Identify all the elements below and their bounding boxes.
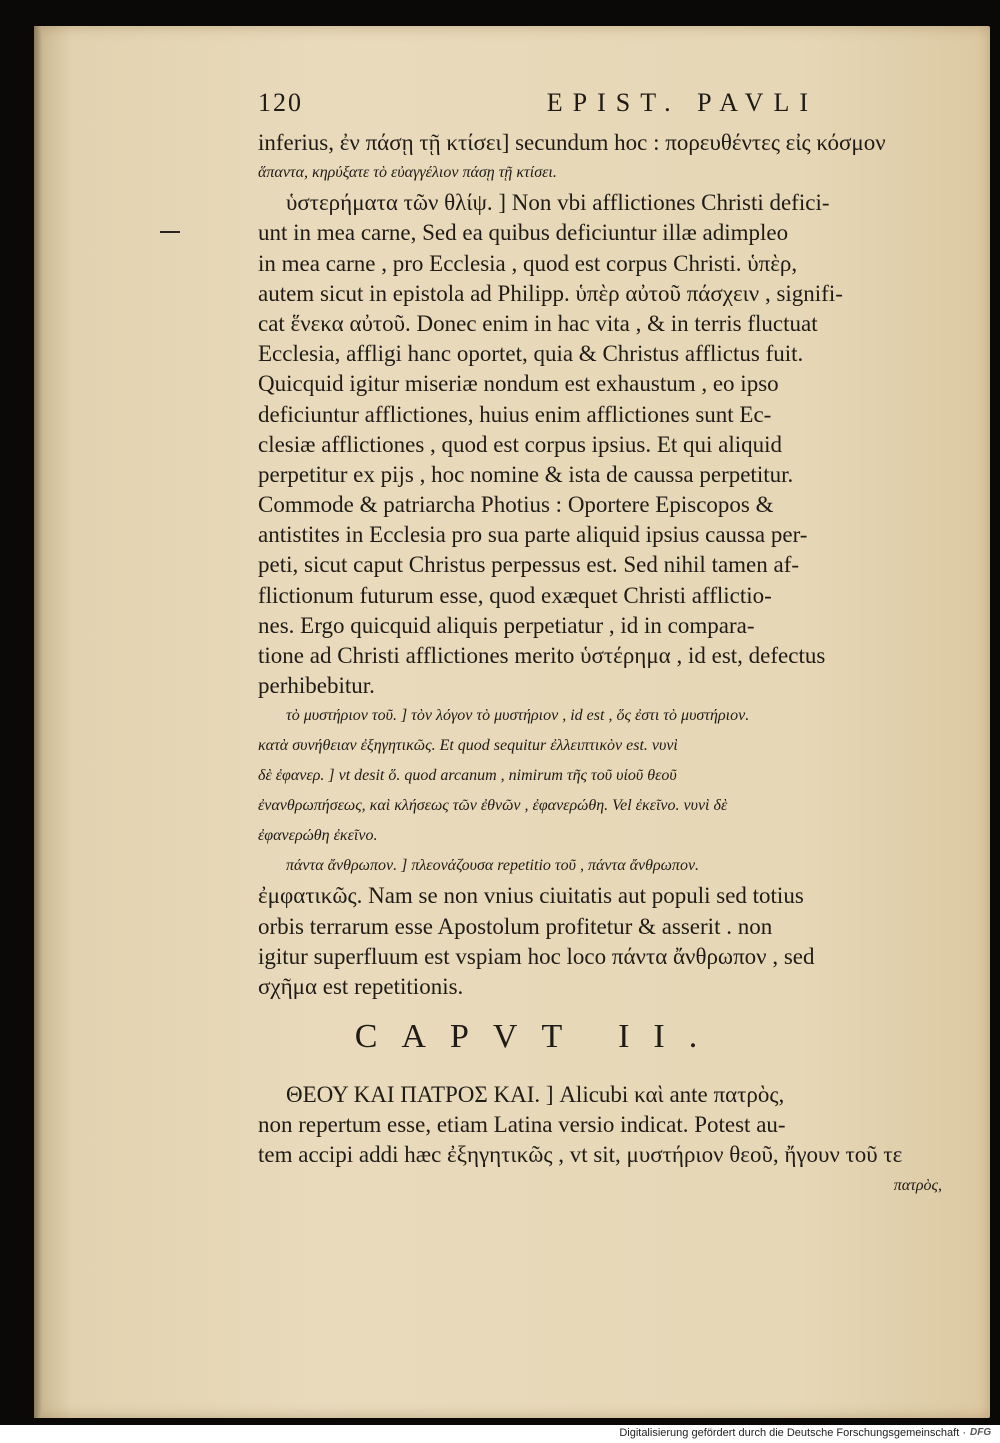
text-line: perpetitur ex pijs , hoc nomine & ista de caussa perpetitur. [258, 461, 794, 487]
text-line: tem accipi addi hæc ἐξηγητικῶς , vt sit, μυστήριον θεοῦ, ἤγουν τοῦ τε [258, 1142, 903, 1168]
text-line: τὸ μυστήριον τοῦ. ] τὸν λόγον τὸ μυστήριον , id est , ὅς ἐστι τὸ μυστήριον. [286, 707, 750, 725]
text-line: autem sicut in epistola ad Philipp. ὑπὲρ αὐτοῦ πάσχειν , signifi- [258, 280, 843, 306]
text-line: non repertum esse, etiam Latina versio indicat. Potest au- [258, 1112, 786, 1138]
text-line: cat ἕνεκα αὐτοῦ. Donec enim in hac vita , & in terris fluctuat [258, 310, 818, 336]
text-line: igitur superfluum est vspiam hoc loco πάντα ἄνθρωπον , sed [258, 943, 815, 969]
text-line: deficiuntur afflictiones, huius enim afflictiones sunt Ec- [258, 401, 772, 427]
main-text-block [258, 128, 948, 1002]
footer-credit-text: Digitalisierung gefördert durch die Deutsche Forschungsgemeinschaft · [619, 1427, 966, 1439]
chapter-heading: CAPVT II. [354, 1018, 722, 1055]
text-line: in mea carne , pro Ecclesia , quod est corpus Christi. ὑπὲρ, [258, 250, 798, 276]
text-line: perhibebitur. [258, 673, 375, 699]
text-line: ΘΕΟΥ ΚΑΙ ΠΑΤΡΟΣ ΚΑΙ. ] Alicubi καὶ ante πατρὸς, [286, 1082, 785, 1107]
text-line: Ecclesia, affligi hanc oportet, quia & Christus afflictus fuit. [258, 341, 804, 367]
dfg-logo: DFG [970, 1427, 992, 1438]
text-line: antistites in Ecclesia pro sua parte aliquid ipsius caussa per- [258, 522, 808, 548]
text-line: ὑστερήματα τῶν θλίψ. ] Non vbi afflictiones Christi defici- [286, 190, 830, 216]
text-line: nes. Ergo quicquid aliquis perpetiatur , id in compara- [258, 612, 755, 638]
text-line: ἅπαντα, κηρύξατε τὸ εὐαγγέλιον πάσῃ τῇ κτίσει. [258, 164, 557, 182]
text-line: ἐμφατικῶς. Nam se non vnius ciuitatis aut populi sed totius [258, 883, 804, 909]
digitization-footer [0, 1425, 1000, 1443]
page-binding-edge [34, 26, 42, 1418]
text-line: tione ad Christi afflictiones merito ὑστέρημα , id est, defectus [258, 643, 826, 668]
text-line: peti, sicut caput Christus perpessus est. Sed nihil tamen af- [258, 552, 800, 578]
text-line: unt in mea carne, Sed ea quibus deficiuntur illæ adimpleo [258, 220, 789, 246]
text-line: inferius, ἐν πάσῃ τῇ κτίσει] secundum hoc : πορευθέντες εἰς κόσμον [258, 130, 886, 155]
page-header [258, 88, 818, 118]
text-line: ἐνανθρωπήσεως, καὶ κλήσεως τῶν ἐθνῶν , ἐφανερώθη. Vel ἐκεῖνο. νυνὶ δὲ [258, 797, 728, 815]
text-line: πατρὸς, [893, 1176, 942, 1194]
chapter-text-block [258, 1080, 948, 1201]
text-line: δὲ ἐφανερ. ] vt desit ὅ. quod arcanum , nimirum τῆς τοῦ υἱοῦ θεοῦ [258, 767, 677, 785]
page-number: 120 [258, 88, 303, 117]
text-line: flictionum futurum esse, quod exæquet Christi afflictio- [258, 582, 772, 608]
text-line: Quicquid igitur miseriæ nondum est exhaustum , eo ipso [258, 371, 779, 397]
text-line: clesiæ afflictiones , quod est corpus ipsius. Et qui aliquid [258, 431, 783, 457]
margin-dash-mark [160, 231, 180, 233]
text-line: ἐφανερώθη ἐκεῖνο. [258, 827, 378, 845]
text-line: κατὰ συνήθειαν ἐξηγητικῶς. Et quod sequitur ἐλλειπτικὸν est. νυνὶ [258, 737, 678, 755]
text-line: Commode & patriarcha Photius : Oportere Episcopos & [258, 492, 774, 518]
text-line: πάντα ἄνθρωπον. ] πλεονάζουσα repetitio τοῦ , πάντα ἄνθρωπον. [286, 857, 700, 875]
running-title: EPIST. PAVLI [546, 88, 818, 117]
text-line: σχῆμα est repetitionis. [258, 973, 464, 999]
text-line: orbis terrarum esse Apostolum profitetur & asserit . non [258, 913, 773, 939]
